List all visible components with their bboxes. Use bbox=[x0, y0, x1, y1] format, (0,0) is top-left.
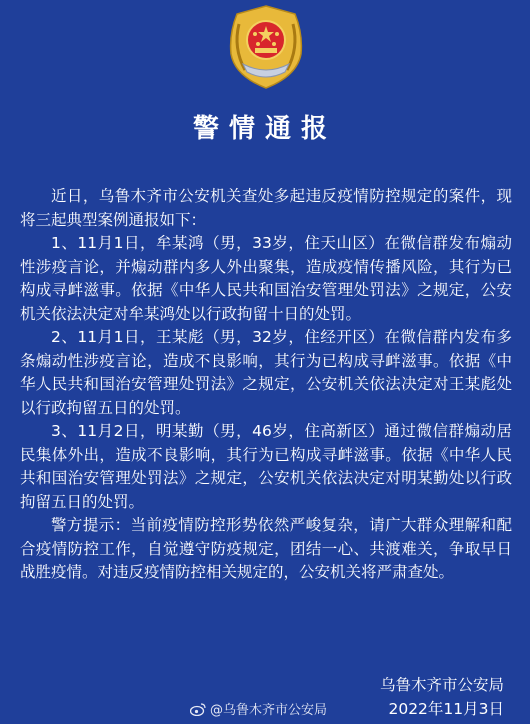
signature-date: 2022年11月3日 bbox=[388, 700, 504, 718]
paragraph-case-3: 3、11月2日，明某勤（男，46岁，住高新区）通过微信群煽动居民集体外出，造成不良影响，其行为已构成寻衅滋事。依据《中华人民共和国治安管理处罚法》之规定，公安机关依法决定对明某勤处以行政拘留五日的处罚。 bbox=[20, 422, 512, 511]
paragraph-case-2: 2、11月1日，王某彪（男，32岁，住经开区）在微信群内发布多条煽动性涉疫言论，造成不良影响，其行为已构成寻衅滋事。依据《中华人民共和国治安管理处罚法》之规定，公安机关依法决定对王某彪处以行政拘留五日的处罚。 bbox=[20, 328, 512, 417]
paragraph-intro: 近日，乌鲁木齐市公安机关查处多起违反疫情防控规定的案件，现将三起典型案例通报如下： bbox=[20, 187, 512, 229]
weibo-icon bbox=[190, 702, 206, 716]
weibo-watermark bbox=[190, 699, 327, 718]
paragraph-warning: 警方提示：当前疫情防控形势依然严峻复杂，请广大群众理解和配合疫情防控工作，自觉遵守防疫规定，团结一心、共渡难关，争取早日战胜疫情。对违反疫情防控相关规定的，公安机关将严肃查处。 bbox=[20, 516, 512, 581]
signature-organization: 乌鲁木齐市公安局 bbox=[379, 676, 504, 694]
paragraph-case-1: 1、11月1日，牟某鸿（男，33岁，住天山区）在微信群发布煽动性涉疫言论，并煽动群内多人外出聚集，造成疫情传播风险，其行为已构成寻衅滋事。依据《中华人民共和国治安管理处罚法》之规定，公安机关依法决定对牟某鸿处以行政拘留十日的处罚。 bbox=[20, 234, 512, 323]
watermark-text: @乌鲁木齐市公安局 bbox=[210, 703, 328, 718]
document-body bbox=[20, 185, 512, 585]
page-title: 警情通报 bbox=[192, 114, 337, 144]
police-emblem-icon bbox=[225, 4, 307, 90]
